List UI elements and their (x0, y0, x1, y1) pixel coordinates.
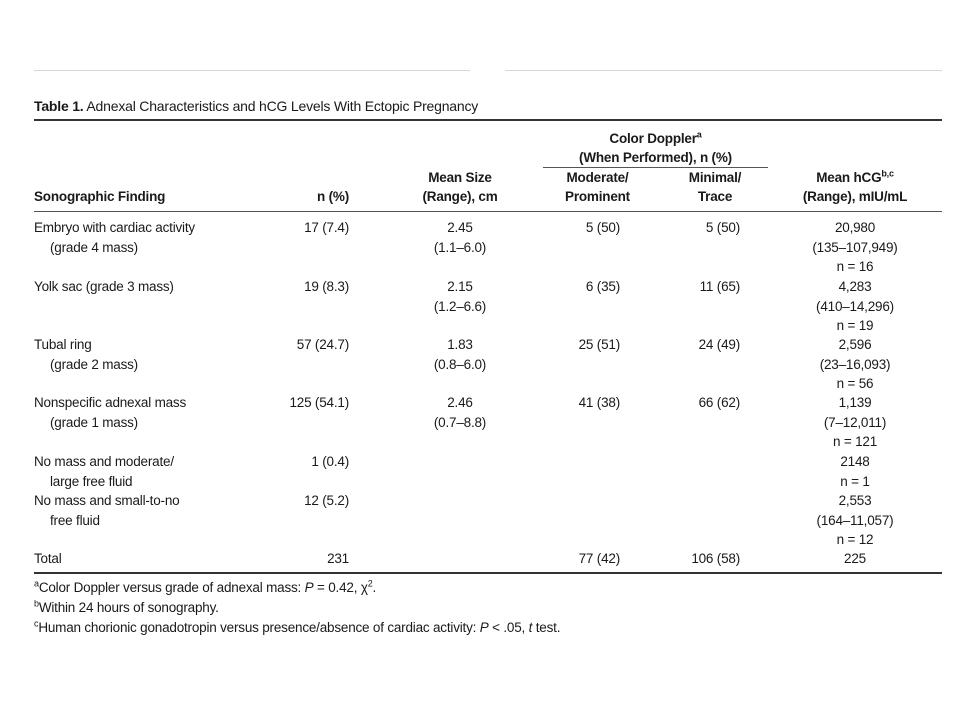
header-minimal-trace: Minimal/ Trace (688, 170, 742, 204)
table-top-rule (34, 119, 942, 121)
table-bottom-rule (34, 572, 942, 574)
table-row-minimal: 5 (50) (705, 220, 740, 235)
table-row-hcg: 2,553 (164–11,057) n = 12 (816, 493, 894, 547)
footnote-c: $^c$Human chorionic gonadotropin versus presence/absence of cardiac activity: P < .05, t test. (34, 618, 561, 635)
table-row-n-pct: 19 (8.3) (304, 279, 349, 294)
table-row-n-pct: 1 (0.4) (311, 454, 349, 469)
table-title: Adnexal Characteristics and hCG Levels With Ectopic Pregnancy (86, 98, 479, 114)
footnote-b: $^b$Within 24 hours of sonography. (34, 598, 219, 615)
table-row-moderate: 6 (35) (585, 279, 620, 294)
table-row-minimal: 66 (62) (698, 395, 740, 410)
table-row-n-pct: 125 (54.1) (289, 395, 349, 410)
table-row-n-pct: 57 (24.7) (296, 337, 349, 352)
table-row-finding: No mass and small-to-no free fluid (34, 493, 180, 528)
table-row-finding: Embryo with cardiac activity (grade 4 mass) (34, 220, 195, 255)
footnote-a: $^a$Color Doppler versus grade of adnexal mass: P = 0.42, $\chi^2$. (34, 578, 377, 595)
table-row-moderate: 41 (38) (578, 395, 620, 410)
header-sonographic-finding: Sonographic Finding (34, 189, 166, 204)
table-header-rule (34, 211, 942, 212)
table-row-hcg: 2148 n = 1 (840, 454, 870, 489)
header-n-pct: n (%) (317, 189, 349, 204)
header-mean-size: Mean Size (Range), cm (422, 170, 498, 204)
table-row-hcg: 4,283 (410–14,296) n = 19 (816, 279, 894, 333)
table-row-finding: Tubal ring (grade 2 mass) (34, 337, 138, 372)
header-mean-hcg: Mean hCG$^{b,c}$ (Range), mIU/mL (802, 168, 908, 204)
table-row-hcg: 1,139 (7–12,011) n = 121 (823, 395, 887, 449)
total-moderate: 77 (42) (578, 551, 620, 566)
table-row-moderate: 5 (50) (585, 220, 620, 235)
table-row-size: 2.45 (1.1–6.0) (433, 220, 487, 255)
table-row-size: 1.83 (0.8–6.0) (433, 337, 487, 372)
table-row-size: 2.15 (1.2–6.6) (433, 279, 487, 314)
total-hcg: 225 (844, 551, 866, 566)
header-moderate-prominent: Moderate/ Prominent (565, 170, 630, 204)
total-minimal: 106 (58) (691, 551, 740, 566)
header-color-doppler: Color Doppler$^a$ (When Performed), n (%) (579, 129, 732, 165)
table-row-finding: Nonspecific adnexal mass (grade 1 mass) (34, 395, 187, 430)
table-row-hcg: 20,980 (135–107,949) n = 16 (812, 220, 898, 274)
table-row-minimal: 24 (49) (698, 337, 740, 352)
table-row-n-pct: 17 (7.4) (304, 220, 349, 235)
total-label: Total (34, 551, 62, 566)
table-row-finding: No mass and moderate/ large free fluid (34, 454, 174, 489)
table-caption (34, 98, 478, 114)
table-row-size: 2.46 (0.7–8.8) (433, 395, 487, 430)
total-n: 231 (327, 551, 349, 566)
top-left-divider (34, 70, 470, 71)
table-row-moderate: 25 (51) (578, 337, 620, 352)
table-row-finding: Yolk sac (grade 3 mass) (34, 279, 174, 294)
table-row-n-pct: 12 (5.2) (304, 493, 349, 508)
table-label: Table 1. (34, 98, 84, 114)
top-right-divider (505, 70, 942, 71)
table-row-minimal: 11 (65) (699, 279, 740, 294)
table-row-hcg: 2,596 (23–16,093) n = 56 (819, 337, 891, 391)
